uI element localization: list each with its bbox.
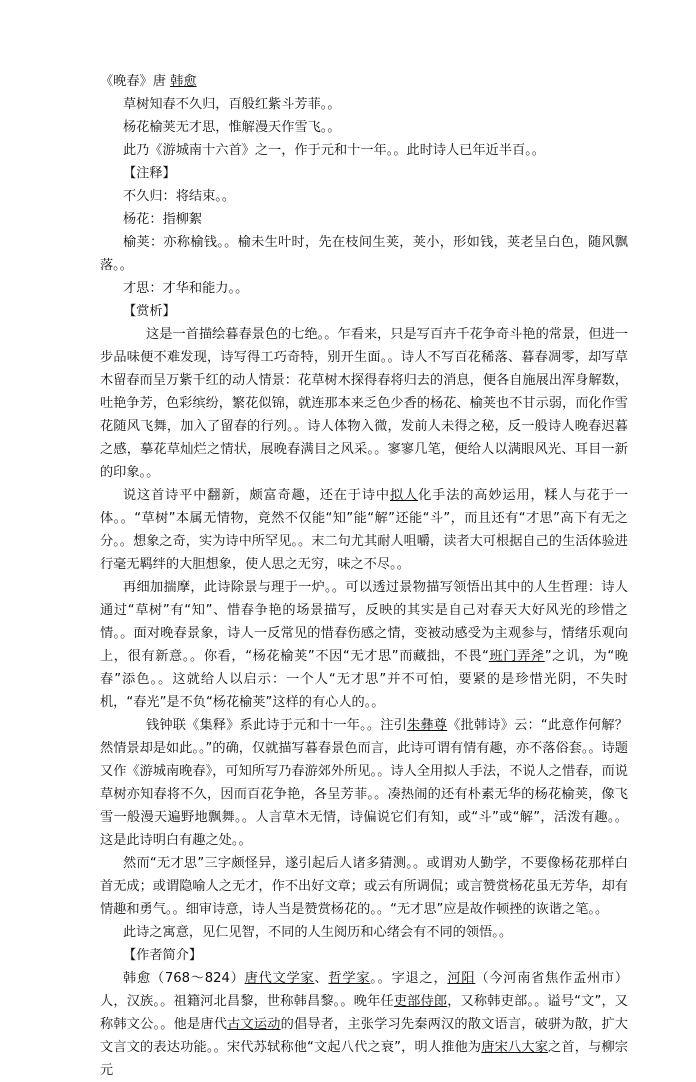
vice-minister-link[interactable]: 吏部侍郎 (393, 994, 448, 1009)
text-run: ，又称韩吏部。。谥号“文”，又称韩文公。。他是唐代 (100, 994, 628, 1032)
poem-note: 此乃《游城南十六首》之一，作于元和十一年。。此时诗人已年近半百。。 (123, 143, 545, 158)
text-run: 韩愈（768～824） (123, 971, 245, 986)
text-run: 之首，与柳宗元 (100, 1040, 628, 1078)
note-item: 不久归：将结束。。 (123, 189, 236, 204)
document-page (100, 70, 628, 1082)
appreciation-header: 【赏析】 (123, 304, 176, 319)
notes-header: 【注释】 (123, 166, 176, 181)
text-run: 说这首诗平中翻新，颇富奇趣，还在于诗中 (123, 488, 390, 503)
personification-link[interactable]: 拟人 (389, 488, 419, 503)
poem-line-1: 草树知春不久归，百般红紫斗芳菲。。 (123, 97, 341, 112)
text-run: 、 (314, 971, 329, 986)
appreciation-paragraph: 然而“无才思”三字颇怪异，遂引起后人诸多猜测。。或谓劝人勤学，不要像杨花那样白首无成；或谓隐喻人之无才，作不出好文章；或云有所调侃；或言赞赏杨花虽无芳华，却有情趣和勇气。。细审诗意，诗人当是赞赏杨花的。。“无才思”应是故作顿挫的诙谐之笔。。 (100, 856, 628, 917)
classical-prose-movement-link[interactable]: 古文运动 (227, 1017, 281, 1032)
text-run: 化手法的高妙运用，糅人与花于一体。。“草树”本属无情物，竟然不仅能“知”能“解”还能“斗”，而且还有“才思”高下有无之分。。想象之奇，实为诗中所罕见。。末二句尤其耐人咀嚼，读者大可根据自己的生活体验进行毫无羁绊的大胆想象，使人思之无穷，味之不尽。。 (100, 488, 629, 572)
heyang-link[interactable]: 河阳 (447, 971, 476, 986)
text-run: 。。字退之， (370, 971, 448, 986)
appreciation-paragraph (100, 484, 628, 576)
text-run: 《批韩诗》云：“此意作何解？然情景却是如此。。”的确，仅就描写暮春景色而言，此诗可谓有情有趣，亦不落俗套。。诗题又作《游城南晚春》，可知所写乃春游郊外所见。。诗人全用拟人手法，不说人之惜春，而说草树亦知春将不久，因而百花争艳，各呈芳菲。。凑热闹的还有朴素无华的杨花榆荚，像飞雪一般漫天遍野地飘舞。。人言草木无情，诗偏说它们有知，或“斗”或“解”，活泼有趣。。这是此诗明白有趣之处。。 (100, 718, 628, 848)
appreciation-paragraph (100, 576, 628, 714)
author-intro-paragraph (100, 967, 628, 1082)
appreciation-paragraph (100, 714, 628, 852)
poem-author-link[interactable]: 韩愈 (170, 74, 197, 89)
writer-link[interactable]: 唐代文学家 (244, 971, 315, 986)
text-run: （今河南省焦作孟州市）人，汉族。。祖籍河北昌黎，世称韩昌黎。。晚年任 (100, 971, 629, 1009)
text-run: ”之讥，为“晚春”添色。。这就给人以启示：一个人“无才思”并不可怕，要紧的是珍惜光阴，不失时机，“春光”是不负“杨花榆荚”这样的有心人的。。 (100, 649, 628, 710)
author-intro-header: 【作者简介】 (123, 948, 203, 963)
idiom-link[interactable]: 班门弄斧 (488, 649, 545, 664)
appreciation-paragraph: 这是一首描绘暮春景色的七绝。。乍看来，只是写百卉千花争奇斗艳的常景，但进一步品味便不难发现，诗写得工巧奇特，别开生面。。诗人不写百花稀落、暮春凋零，却写草木留春而呈万紫千红的动人情景：花草树木探得春将归去的消息，便各自施展出浑身解数，吐艳争芳，色彩缤纷，繁花似锦，就连那本来乏色少香的杨花、榆荚也不甘示弱，而化作雪花随风飞舞，加入了留春的行列。。诗人体物入微，发前人未得之秘，反一般诗人晚春迟暮之感，摹花草灿烂之情状，展晚春满目之风采。。寥寥几笔，便给人以满眼风光、耳目一新的印象。。 (100, 327, 628, 480)
poem-title: 《晚春》唐 (100, 74, 166, 89)
text-run: 钱钟联《集释》系此诗于元和十一年。。注引 (146, 718, 408, 733)
text-run: 的倡导者，主张学习先秦两汉的散文语言，破骈为散，扩大文言文的表达功能。。宋代苏轼称他“文起八代之衰”，明人推他为 (100, 1017, 628, 1055)
poem-line-2: 杨花榆荚无才思，惟解漫天作雪飞。。 (123, 120, 341, 135)
text-run: 再细加揣摩，此诗除景与理于一炉。。可以透过景物描写领悟出其中的人生哲理：诗人通过“草树”有“知”、惜春争艳的场景描写，反映的其实是自己对春天大好风光的珍惜之情。。面对晚春景象，诗人一反常见的惜春伤感之情，变被动感受为主观参与，情绪乐观向上，很有新意。。你看，“杨花榆荚”不因“无才思”而藏拙，不畏“ (100, 580, 628, 664)
eight-masters-link[interactable]: 唐宋八大家 (481, 1040, 549, 1055)
zhu-yizun-link[interactable]: 朱彝尊 (407, 718, 448, 733)
appreciation-paragraph: 此诗之寓意，见仁见智，不同的人生阅历和心绪会有不同的领悟。。 (123, 925, 513, 940)
philosopher-link[interactable]: 哲学家 (328, 971, 371, 986)
note-item: 榆荚：亦称榆钱。。榆未生叶时，先在枝间生荚，荚小，形如钱，荚老呈白色，随风飘落。。 (100, 235, 628, 273)
note-item: 才思：才华和能力。。 (123, 281, 249, 296)
poem-title-line (100, 70, 628, 93)
note-item: 杨花：指柳絮 (123, 212, 203, 227)
